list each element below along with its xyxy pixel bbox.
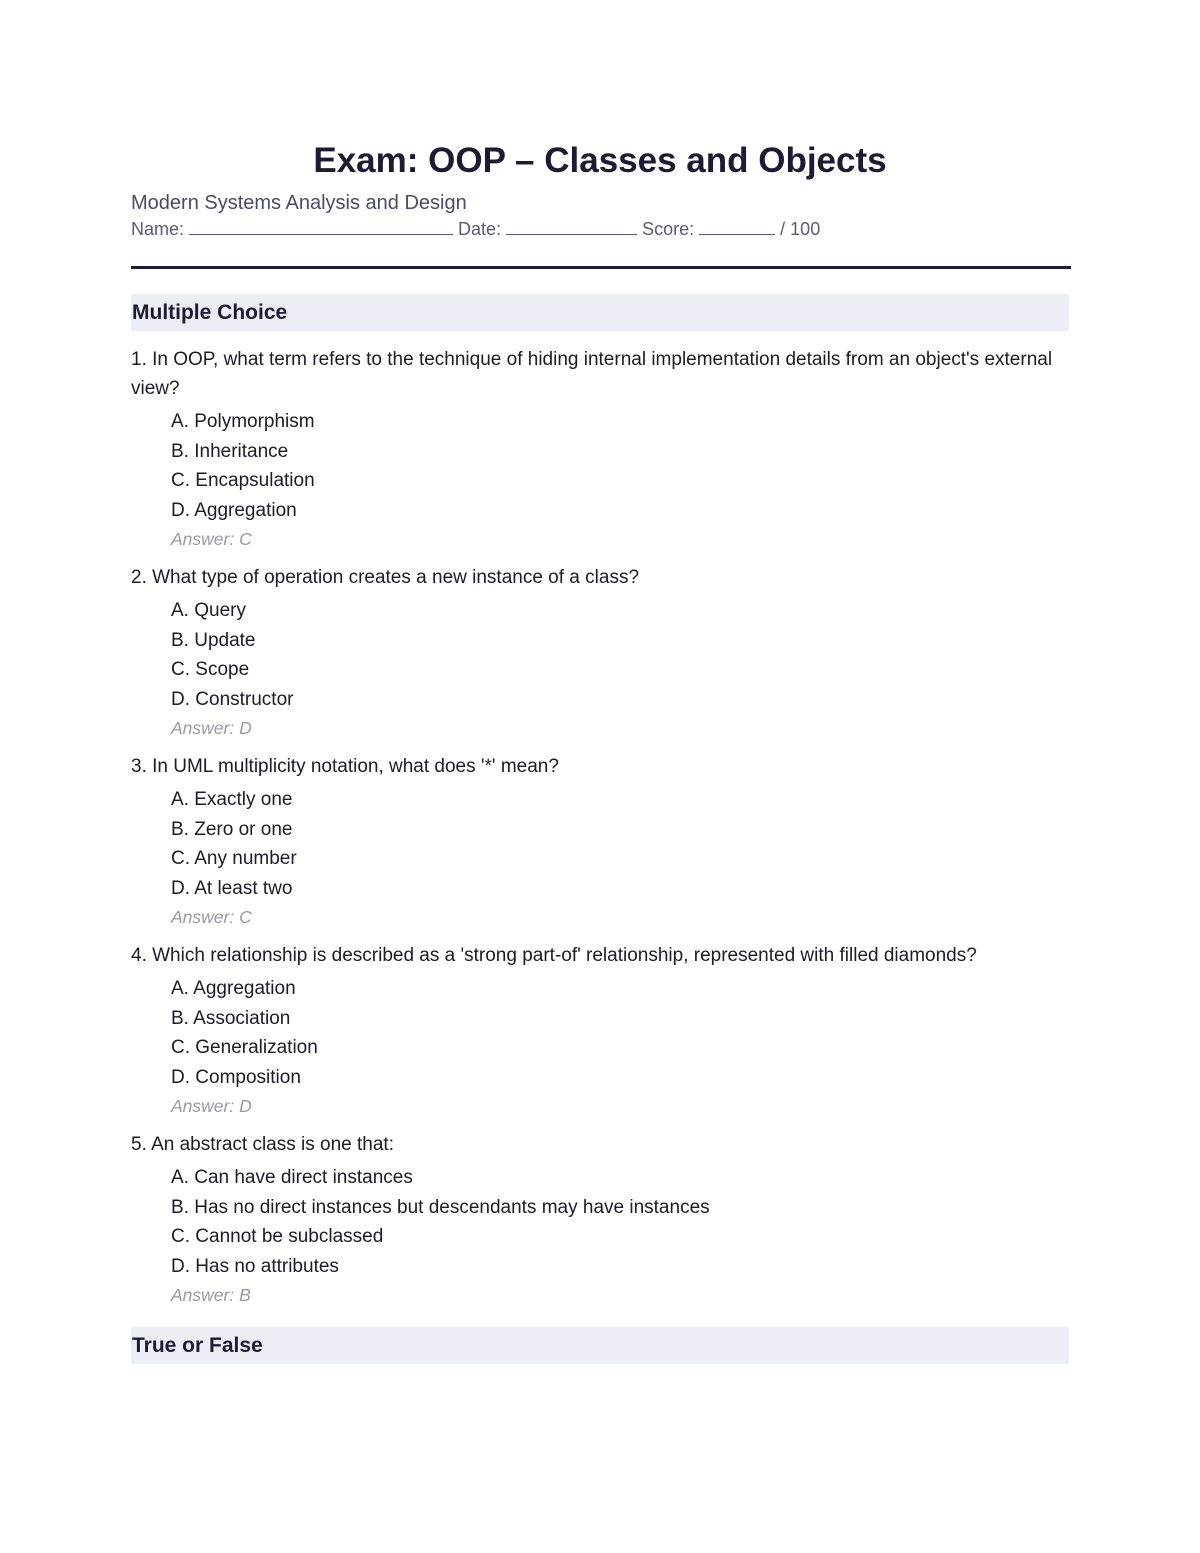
question-5 bbox=[131, 1130, 1069, 1309]
answer-key: Answer: D bbox=[171, 718, 252, 738]
option-b: B. Inheritance bbox=[171, 440, 289, 462]
score-total: / 100 bbox=[780, 219, 821, 239]
option-c: C. Cannot be subclassed bbox=[171, 1226, 384, 1247]
exam-content bbox=[131, 140, 1069, 1364]
option-a: A. Aggregation bbox=[171, 978, 296, 999]
score-label: Score: bbox=[642, 219, 695, 239]
answer-key: Answer: C bbox=[171, 907, 252, 927]
option-c: C. Encapsulation bbox=[171, 470, 315, 491]
name-label: Name: bbox=[131, 219, 185, 239]
question-text: 5. An abstract class is one that: bbox=[131, 1134, 394, 1155]
option-list bbox=[131, 1163, 1069, 1309]
option-d: D. Aggregation bbox=[171, 499, 297, 521]
score-blank bbox=[699, 218, 775, 235]
option-b: B. Update bbox=[171, 629, 256, 651]
option-b: B. Zero or one bbox=[171, 818, 293, 840]
exam-title: Exam: OOP – Classes and Objects bbox=[313, 141, 887, 180]
exam-meta-line bbox=[131, 218, 1069, 240]
question-text: 1. In OOP, what term refers to the technique of hiding internal implementation details from an object's external view? bbox=[131, 349, 1053, 399]
question-text: 4. Which relationship is described as a 'strong part-of' relationship, represented with filled diamonds? bbox=[131, 945, 977, 966]
answer-key: Answer: B bbox=[171, 1285, 251, 1305]
course-name: Modern Systems Analysis and Design bbox=[131, 192, 467, 214]
option-a: A. Can have direct instances bbox=[171, 1167, 413, 1188]
name-blank bbox=[189, 218, 453, 235]
option-d: D. Constructor bbox=[171, 688, 294, 710]
date-blank bbox=[506, 218, 637, 235]
option-b: B. Association bbox=[171, 1007, 291, 1029]
option-d: D. At least two bbox=[171, 877, 293, 899]
option-c: C. Scope bbox=[171, 659, 250, 680]
option-a: A. Exactly one bbox=[171, 789, 293, 810]
option-c: C. Any number bbox=[171, 848, 297, 869]
option-a: A. Query bbox=[171, 600, 246, 621]
question-3 bbox=[131, 752, 1069, 931]
header-divider bbox=[131, 266, 1071, 269]
answer-key: Answer: C bbox=[171, 529, 252, 549]
date-label: Date: bbox=[458, 219, 502, 239]
option-c: C. Generalization bbox=[171, 1037, 318, 1058]
question-1 bbox=[131, 345, 1069, 553]
section-heading-true-false: True or False bbox=[131, 1327, 1069, 1364]
answer-key: Answer: D bbox=[171, 1096, 252, 1116]
option-a: A. Polymorphism bbox=[171, 411, 315, 432]
question-2 bbox=[131, 563, 1069, 742]
option-list bbox=[131, 596, 1069, 742]
option-d: D. Has no attributes bbox=[171, 1255, 339, 1277]
question-4 bbox=[131, 941, 1069, 1120]
option-b: B. Has no direct instances but descendants may have instances bbox=[171, 1196, 710, 1218]
option-list bbox=[131, 974, 1069, 1120]
option-list bbox=[131, 785, 1069, 931]
option-list bbox=[131, 407, 1069, 553]
section-heading-multiple-choice: Multiple Choice bbox=[131, 294, 1069, 331]
option-d: D. Composition bbox=[171, 1066, 301, 1088]
question-text: 2. What type of operation creates a new instance of a class? bbox=[131, 567, 640, 588]
question-text: 3. In UML multiplicity notation, what does '*' mean? bbox=[131, 756, 559, 777]
